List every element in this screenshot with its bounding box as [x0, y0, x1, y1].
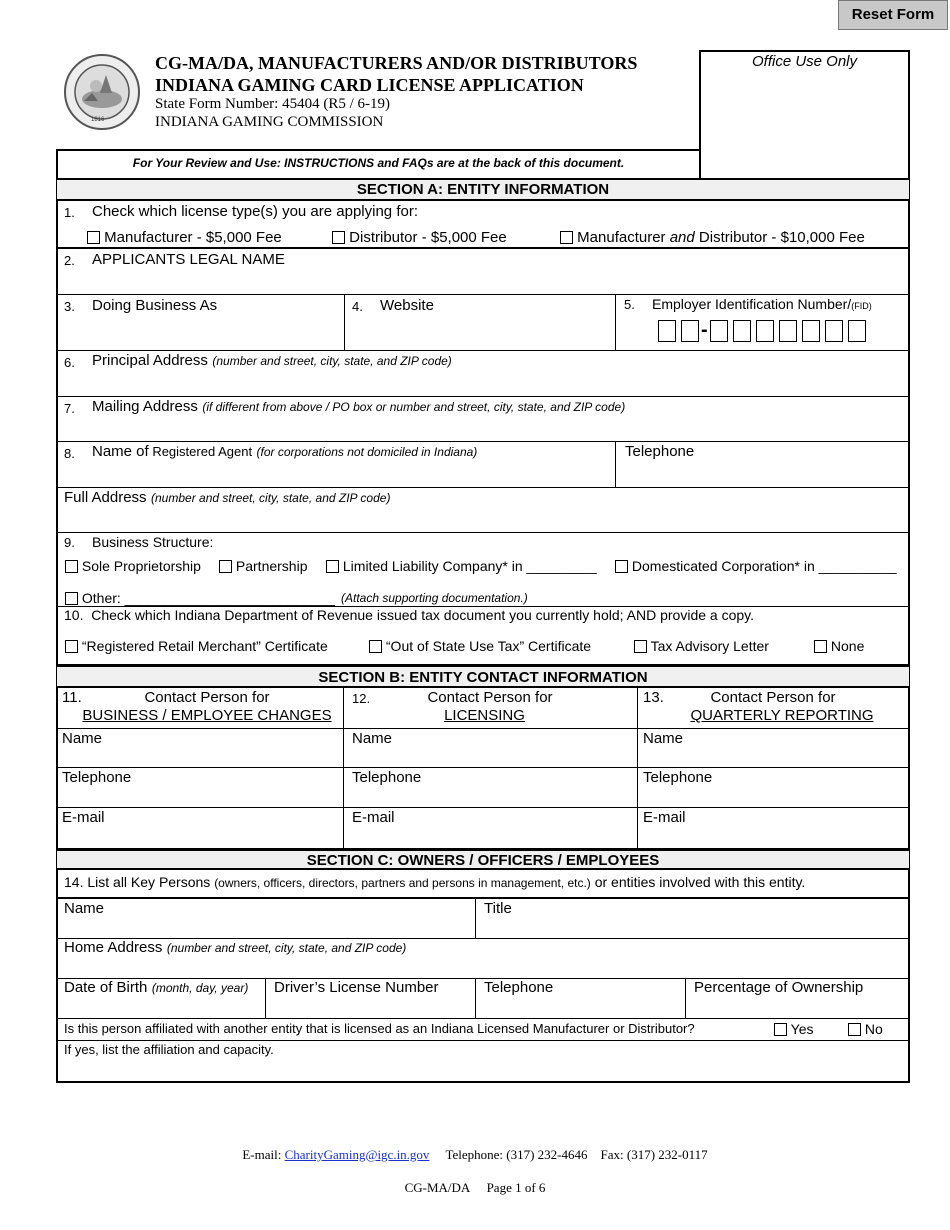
ein-box[interactable] — [733, 320, 751, 342]
q14-label-b: (owners, officers, directors, partners and persons in management, etc.) — [214, 876, 591, 890]
affiliation-no-checkbox[interactable] — [848, 1023, 861, 1036]
partnership-label: Partnership — [235, 558, 308, 574]
key-person-ownership[interactable]: Percentage of Ownership — [694, 979, 864, 996]
llc-option[interactable] — [326, 558, 597, 574]
q1-manufacturer-option[interactable] — [87, 229, 282, 246]
manufacturer-label: Manufacturer - $5,000 Fee — [104, 229, 282, 246]
q2-label[interactable]: APPLICANTS LEGAL NAME — [92, 251, 285, 268]
form-number: State Form Number: 45404 (R5 / 6-19) — [155, 96, 390, 112]
footer-page-number: Page 1 of 6 — [486, 1180, 546, 1195]
none-option[interactable] — [814, 638, 864, 654]
both-label-a: Manufacturer — [577, 229, 670, 246]
section-c-header: SECTION C: OWNERS / OFFICERS / EMPLOYEES — [57, 848, 909, 870]
contact-11-number: 11. — [62, 689, 82, 706]
tax-advisory-option[interactable] — [634, 638, 769, 654]
footer-email-label: E-mail: — [242, 1147, 285, 1162]
tax-advisory-label: Tax Advisory Letter — [650, 638, 769, 654]
domesticated-corporation-checkbox[interactable] — [615, 560, 628, 573]
ein-box[interactable] — [848, 320, 866, 342]
sole-proprietorship-checkbox[interactable] — [65, 560, 78, 573]
ein-box[interactable] — [710, 320, 728, 342]
ein-box[interactable] — [756, 320, 774, 342]
q6-label: Principal Address — [92, 352, 208, 369]
out-of-state-label: “Out of State Use Tax” Certificate — [385, 638, 592, 654]
contact-13-telephone[interactable]: Telephone — [643, 769, 713, 786]
sole-proprietorship-option[interactable] — [65, 558, 201, 574]
q5-number: 5. — [624, 297, 635, 312]
q8-hint: (for corporations not domiciled in Indiana) — [256, 445, 478, 459]
affiliation-no-option[interactable] — [848, 1021, 883, 1037]
affiliation-yes-checkbox[interactable] — [774, 1023, 787, 1036]
other-label: Other: ___________________________ — [81, 590, 335, 606]
affiliation-yes-option[interactable] — [774, 1021, 813, 1037]
contact-13-name[interactable]: Name — [643, 730, 684, 747]
q1-number: 1. — [64, 205, 75, 220]
q6-hint: (number and street, city, state, and ZIP code) — [212, 354, 452, 368]
contact-11-heading: Contact Person for — [144, 689, 270, 706]
out-of-state-checkbox[interactable] — [369, 640, 382, 653]
both-label-and: and — [669, 229, 695, 246]
retail-merchant-checkbox[interactable] — [65, 640, 78, 653]
ein-input-boxes[interactable] — [658, 319, 871, 342]
out-of-state-option[interactable] — [369, 638, 591, 654]
ein-box[interactable] — [802, 320, 820, 342]
partnership-checkbox[interactable] — [219, 560, 232, 573]
q8-label-a: Name of — [92, 443, 149, 460]
contact-12-heading: Contact Person for — [427, 689, 553, 706]
q14-label-a: 14. List all Key Persons — [64, 874, 215, 890]
q6-principal-address[interactable] — [92, 352, 452, 370]
q8-registered-agent[interactable] — [92, 443, 477, 461]
q10-label: Check which Indiana Department of Revenue issued tax document you currently hold; AND provide a copy. — [91, 607, 755, 623]
home-address-label: Home Address — [64, 939, 163, 956]
distributor-checkbox[interactable] — [332, 231, 345, 244]
q14-key-persons — [64, 874, 805, 892]
q10-number: 10. — [64, 607, 84, 623]
other-option[interactable] — [65, 590, 335, 606]
q7-hint: (if different from above / PO box or number and street, city, state, and ZIP code) — [202, 400, 626, 414]
partnership-option[interactable] — [219, 558, 307, 574]
affiliation-question: Is this person affiliated with another entity that is licensed as an Indiana Licensed Manufacturer or Distributor? — [64, 1021, 695, 1036]
ein-dash: - — [701, 319, 708, 341]
manufacturer-distributor-checkbox[interactable] — [560, 231, 573, 244]
contact-12-sub: LICENSING — [444, 707, 525, 724]
q1-both-option[interactable] — [560, 229, 865, 246]
retail-merchant-option[interactable] — [65, 638, 328, 654]
other-checkbox[interactable] — [65, 592, 78, 605]
footer-telephone: Telephone: (317) 232-4646 — [445, 1147, 588, 1162]
distributor-label: Distributor - $5,000 Fee — [349, 229, 507, 246]
contact-11-name[interactable]: Name — [62, 730, 103, 747]
affiliation-yes-label: Yes — [790, 1021, 814, 1037]
footer-form-code: CG-MA/DA — [404, 1180, 471, 1195]
q7-mailing-address[interactable] — [92, 398, 625, 416]
section-a-header: SECTION A: ENTITY INFORMATION — [57, 178, 909, 201]
domesticated-corporation-option[interactable] — [615, 558, 897, 574]
tax-advisory-checkbox[interactable] — [634, 640, 647, 653]
q14-label-c: or entities involved with this entity. — [590, 874, 806, 890]
office-use-label: Office Use Only — [751, 53, 858, 70]
ein-box[interactable] — [658, 320, 676, 342]
contact-13-number: 13. — [643, 689, 664, 706]
dob-label: Date of Birth — [64, 979, 148, 996]
ein-box[interactable] — [779, 320, 797, 342]
key-person-name[interactable]: Name — [64, 900, 105, 917]
q4-label[interactable]: Website — [380, 297, 434, 314]
agency-name: INDIANA GAMING COMMISSION — [155, 114, 384, 130]
reset-form-button[interactable]: Reset Form — [838, 0, 948, 30]
footer-page-info — [0, 1180, 950, 1196]
ein-label: Employer Identification Number/ — [652, 296, 852, 312]
contact-13-heading: Contact Person for — [710, 689, 836, 706]
contact-12-name[interactable]: Name — [352, 730, 393, 747]
ein-box[interactable] — [825, 320, 843, 342]
affiliation-no-label: No — [864, 1021, 883, 1037]
home-address-hint: (number and street, city, state, and ZIP code) — [166, 941, 407, 955]
none-checkbox[interactable] — [814, 640, 827, 653]
contact-12-email[interactable]: E-mail — [352, 809, 395, 826]
q6-number: 6. — [64, 355, 75, 370]
contact-11-telephone[interactable]: Telephone — [62, 769, 132, 786]
fid-suffix: (FID) — [851, 301, 872, 311]
contact-12-telephone[interactable]: Telephone — [352, 769, 422, 786]
ein-box[interactable] — [681, 320, 699, 342]
q3-number: 3. — [64, 299, 75, 314]
contact-11-email[interactable]: E-mail — [62, 809, 105, 826]
q9-number: 9. — [64, 535, 75, 550]
llc-checkbox[interactable] — [326, 560, 339, 573]
q1-label: Check which license type(s) you are applying for: — [92, 203, 418, 220]
none-label: None — [830, 638, 865, 654]
section-b-header: SECTION B: ENTITY CONTACT INFORMATION — [57, 664, 909, 688]
q7-number: 7. — [64, 401, 75, 416]
retail-merchant-label: “Registered Retail Merchant” Certificate — [81, 638, 328, 654]
agent-full-address[interactable] — [64, 489, 390, 507]
q3-label[interactable]: Doing Business As — [92, 297, 218, 314]
key-person-telephone[interactable]: Telephone — [484, 979, 554, 996]
footer-fax: Fax: (317) 232-0117 — [600, 1147, 708, 1162]
q8-label-b: Registered Agent — [148, 444, 253, 459]
contact-13-sub: QUARTERLY REPORTING — [690, 707, 874, 724]
q2-number: 2. — [64, 253, 75, 268]
key-person-home-address[interactable] — [64, 939, 406, 957]
agent-telephone-label[interactable]: Telephone — [625, 443, 695, 460]
contact-13-email[interactable]: E-mail — [643, 809, 686, 826]
affiliation-details[interactable]: If yes, list the affiliation and capacity. — [64, 1042, 274, 1057]
review-note: For Your Review and Use: INSTRUCTIONS and FAQs are at the back of this document. — [132, 156, 625, 170]
sole-proprietorship-label: Sole Proprietorship — [81, 558, 201, 574]
footer-contact — [0, 1147, 950, 1163]
q9-label: Business Structure: — [92, 534, 214, 550]
form-title-line2: INDIANA GAMING CARD LICENSE APPLICATION — [155, 75, 584, 95]
q8-number: 8. — [64, 446, 75, 461]
domesticated-corporation-label: Domesticated Corporation* in __________ — [631, 558, 897, 574]
full-address-label: Full Address — [64, 489, 147, 506]
form-title-line1: CG-MA/DA, MANUFACTURERS AND/OR DISTRIBUTORS — [155, 53, 638, 73]
contact-12-number: 12. — [352, 691, 371, 706]
seal-year: 1816 — [91, 117, 105, 123]
attach-documentation-note: (Attach supporting documentation.) — [341, 591, 528, 605]
q10-question — [64, 607, 754, 623]
key-person-drivers-license[interactable]: Driver’s License Number — [274, 979, 439, 996]
llc-label: Limited Liability Company* in _________ — [342, 558, 597, 574]
q4-number: 4. — [352, 299, 363, 314]
q5-label — [652, 296, 872, 312]
footer-email-link[interactable]: CharityGaming@igc.in.gov — [284, 1147, 430, 1162]
q1-distributor-option[interactable] — [332, 229, 507, 246]
contact-11-sub: BUSINESS / EMPLOYEE CHANGES — [82, 707, 332, 724]
manufacturer-checkbox[interactable] — [87, 231, 100, 244]
dob-hint: (month, day, year) — [151, 981, 249, 995]
q7-label: Mailing Address — [92, 398, 198, 415]
full-address-hint: (number and street, city, state, and ZIP code) — [151, 491, 391, 505]
key-person-title[interactable]: Title — [484, 900, 512, 917]
both-label-c: Distributor - $10,000 Fee — [694, 229, 865, 246]
key-person-dob[interactable] — [64, 979, 248, 997]
